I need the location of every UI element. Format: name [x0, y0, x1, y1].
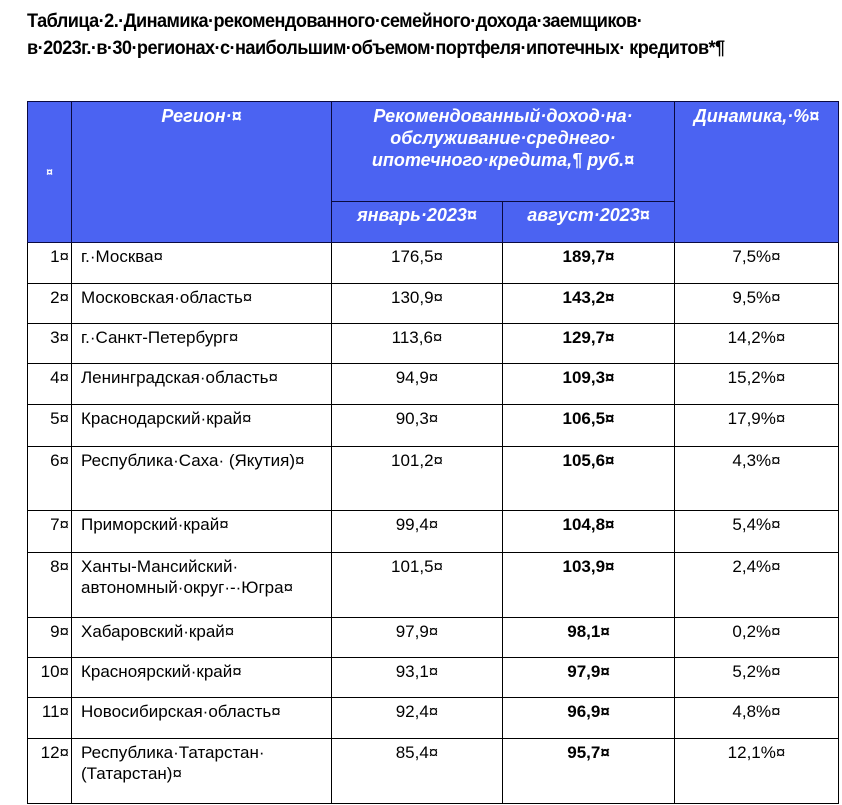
august-value: 96,9¤ [503, 698, 675, 739]
table-row [28, 618, 839, 658]
table-caption: Таблица·2.·Динамика·рекомендованного·семейного·дохода·заемщиков· в·2023г.·в·30·регионах·с·наибольшим·объемом·портфеля·ипотечных· кредитов*¶ [27, 10, 725, 59]
january-value: 101,5¤ [332, 553, 503, 618]
august-value: 106,5¤ [503, 405, 675, 447]
january-value: 113,6¤ [332, 324, 503, 364]
table-row [28, 243, 839, 284]
january-value: 94,9¤ [332, 364, 503, 405]
row-number: 7¤ [28, 511, 72, 553]
january-value: 97,9¤ [332, 618, 503, 658]
header-recommended-income: Рекомендованный·доход·на· обслуживание·среднего· ипотечного·кредита,¶ руб.¤ [332, 102, 675, 202]
dynamics-value: 4,3%¤ [675, 447, 839, 511]
august-value: 103,9¤ [503, 553, 675, 618]
header-august-2023: август·2023¤ [503, 202, 675, 243]
row-number: 1¤ [28, 243, 72, 284]
region-name: Хабаровский·край¤ [72, 618, 332, 658]
region-name: Красноярский·край¤ [72, 658, 332, 698]
august-value: 189,7¤ [503, 243, 675, 284]
january-value: 92,4¤ [332, 698, 503, 739]
august-value: 95,7¤ [503, 739, 675, 804]
region-name: Приморский·край¤ [72, 511, 332, 553]
row-number: 11¤ [28, 698, 72, 739]
table-row [28, 739, 839, 804]
row-number: 12¤ [28, 739, 72, 804]
august-value: 98,1¤ [503, 618, 675, 658]
dynamics-value: 7,5%¤ [675, 243, 839, 284]
region-name: Краснодарский·край¤ [72, 405, 332, 447]
table-row [28, 553, 839, 618]
january-value: 101,2¤ [332, 447, 503, 511]
august-value: 104,8¤ [503, 511, 675, 553]
row-number: 6¤ [28, 447, 72, 511]
regional-income-table [27, 101, 839, 804]
january-value: 93,1¤ [332, 658, 503, 698]
row-number: 3¤ [28, 324, 72, 364]
august-value: 97,9¤ [503, 658, 675, 698]
table-row [28, 324, 839, 364]
row-number: 5¤ [28, 405, 72, 447]
table-row [28, 658, 839, 698]
dynamics-value: 14,2%¤ [675, 324, 839, 364]
august-value: 143,2¤ [503, 284, 675, 324]
region-name: Московская·область¤ [72, 284, 332, 324]
january-value: 130,9¤ [332, 284, 503, 324]
january-value: 99,4¤ [332, 511, 503, 553]
january-value: 90,3¤ [332, 405, 503, 447]
header-number: ¤ [28, 102, 72, 243]
dynamics-value: 17,9%¤ [675, 405, 839, 447]
header-january-2023: январь·2023¤ [332, 202, 503, 243]
table-row [28, 364, 839, 405]
dynamics-value: 2,4%¤ [675, 553, 839, 618]
august-value: 129,7¤ [503, 324, 675, 364]
row-number: 4¤ [28, 364, 72, 405]
dynamics-value: 9,5%¤ [675, 284, 839, 324]
row-number: 2¤ [28, 284, 72, 324]
region-name: г.·Санкт-Петербург¤ [72, 324, 332, 364]
region-name: Республика·Татарстан· (Татарстан)¤ [72, 739, 332, 804]
table-row [28, 447, 839, 511]
table-body [28, 243, 839, 804]
august-value: 109,3¤ [503, 364, 675, 405]
dynamics-value: 5,2%¤ [675, 658, 839, 698]
table-row [28, 284, 839, 324]
dynamics-value: 4,8%¤ [675, 698, 839, 739]
dynamics-value: 15,2%¤ [675, 364, 839, 405]
january-value: 176,5¤ [332, 243, 503, 284]
header-region: Регион·¤ [72, 102, 332, 243]
region-name: г.·Москва¤ [72, 243, 332, 284]
dynamics-value: 12,1%¤ [675, 739, 839, 804]
row-number: 10¤ [28, 658, 72, 698]
august-value: 105,6¤ [503, 447, 675, 511]
row-number: 8¤ [28, 553, 72, 618]
table-row [28, 405, 839, 447]
table-row [28, 698, 839, 739]
region-name: Республика·Саха· (Якутия)¤ [72, 447, 332, 511]
table-row [28, 511, 839, 553]
dynamics-value: 0,2%¤ [675, 618, 839, 658]
january-value: 85,4¤ [332, 739, 503, 804]
header-dynamics: Динамика,·%¤ [675, 102, 839, 243]
dynamics-value: 5,4%¤ [675, 511, 839, 553]
region-name: Новосибирская·область¤ [72, 698, 332, 739]
region-name: Ленинградская·область¤ [72, 364, 332, 405]
region-name: Ханты-Мансийский· автономный·округ·-·Югра¤ [72, 553, 332, 618]
row-number: 9¤ [28, 618, 72, 658]
